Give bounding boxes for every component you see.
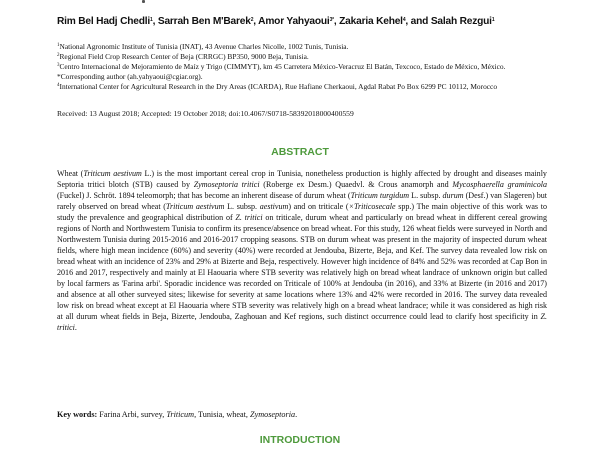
- author-name: Sarrah Ben M'Barek: [157, 16, 251, 27]
- abstract-body: Wheat (Triticum aestivum L.) is the most important cereal crop in Tunisia, nonetheless production is highly affected by drought and diseases mainly Septoria tritici blotch (STB) caused by Zymoseptoria tritici (Roberge ex Desm.) Quaedvl. & Crous anamorph and Mycosphaerella graminicola (Fuckel) J. Schröt. 1894 teleomorph; that has become an inherent disease of durum wheat (Triticum turgidum L. subsp. durum (Desf.) van Slageren) but rarely observed on bread wheat (Triticum aestivum L. subsp. aestivum) and on triticale (×Triticosecale spp.) The main objective of this work was to study the prevalence and geographical distribution of Z. tritici on triticale, durum wheat and particularly on bread wheat in different cereal growing regions of North and Northwestern Tunisia to confirm its presence/absence on bread wheat. For this study, 126 wheat fields were surveyed in North and Northwestern Tunisia during 2015-2016 and 2016-2017 cropping seasons. STB on durum wheat was present in the majority of inspected durum wheat fields, where high mean incidence (60%) and severity (40%) were recorded at Jendouba, Bizerte, Beja, and Kef. The survey data revealed low risk on bread wheat with an incidence of 23% and 29% at Bizerte and Beja, respectively. However high incidence of 84% and 52% was recorded at Cap Bon in 2016 and 2017, respectively and mainly at El Haouaria where STB severity was relatively high on bread wheat landrace of unknown origin but called by local farmers as 'Farina arbi'. Sporadic incidence was recorded on Triticale of 100% at Jendouba (in 2016), and 33% at Bizerte (in 2016 and 2017) and absence at all other surveyed sites; likewise for severity at same locations where 13% and 42% were recorded in 2016. The survey data revealed low risk on bread wheat except at El Haouaria where STB severity was relatively high on a bread wheat landrace; while it was considered as high risk at all durum wheat fields in Beja, Bizerte, Jendouba, Zaghouan and Kef regions, such distinct occurrence could lead to clarify host specificity in Z. tritici.: [57, 169, 548, 332]
- keywords-label: Key words:: [57, 410, 98, 419]
- cropped-title-mark: [142, 0, 145, 3]
- author-name: Amor Yahyaoui: [258, 16, 330, 27]
- author-name: Salah Rezgui: [430, 16, 492, 27]
- affiliation: $^1$National Agronomic Institute of Tunisia (INAT), 43 Avenue Charles Nicolle, 1002 Tunis, Tunisia.: [57, 42, 349, 51]
- affiliations: [57, 42, 537, 92]
- author-name: Zakaria Kehel: [339, 16, 403, 27]
- abstract-heading: ABSTRACT: [271, 146, 329, 158]
- author-name: Rim Bel Hadj Chedli: [57, 16, 150, 27]
- author-list: Rim Bel Hadj Chedli$^1$, Sarrah Ben M'Barek$^2$, Amor Yahyaoui$^{3*}$, Zakaria Kehel$^4$, and Salah Rezgui$^1$: [57, 16, 495, 27]
- affiliation: $^4$International Center for Agricultural Research in the Dry Areas (ICARDA), Rue Hafiane Cherkaoui, Agdal Rabat Po Box 6299 PC 10112, Morocco: [57, 82, 498, 91]
- page-top-fragment: [57, 0, 317, 4]
- keywords-list: Farina Arbi, survey, Triticum, Tunisia, wheat, Zymoseptoria.: [97, 410, 298, 419]
- affiliation: $^2$Regional Field Crop Research Center of Beja (CRRGC) BP350, 9000 Beja, Tunisia.: [57, 52, 309, 61]
- introduction-heading: INTRODUCTION: [259, 434, 341, 446]
- keywords: [57, 410, 297, 419]
- affiliation: $^3$Centro Internacional de Mejoramiento de Maíz y Trigo (CIMMYT), km 45 Carretera México-Veracruz El Batán, Texcoco, Estado de México, México. *Corresponding author (ah.yahyaoui@cgiar.org).: [57, 62, 506, 81]
- received-accepted-doi: Received: 13 August 2018; Accepted: 19 October 2018; doi:10.4067/S0718-58392018000400559: [57, 109, 354, 118]
